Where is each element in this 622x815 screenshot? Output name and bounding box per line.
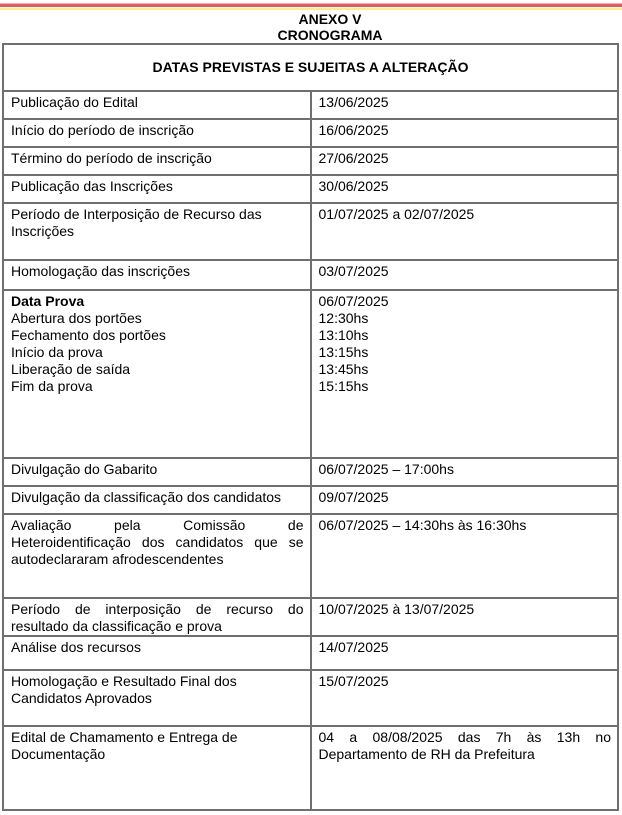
row-value: 16/06/2025 bbox=[311, 119, 619, 147]
table-row bbox=[3, 119, 618, 147]
row-value: 04 a 08/08/2025 das 7h às 13h no Departamento de RH da Prefeitura bbox=[311, 726, 619, 810]
table-row-exam-day bbox=[3, 290, 618, 458]
row-value bbox=[311, 290, 619, 458]
row-label: Início do período de inscrição bbox=[3, 119, 311, 147]
row-label: Período de interposição de recurso do resultado da classificação e prova bbox=[3, 598, 311, 636]
exam-sub-label: Liberação de saída bbox=[11, 361, 131, 377]
row-label: Análise dos recursos bbox=[3, 636, 311, 670]
header-rule-red bbox=[0, 4, 622, 7]
row-label: Homologação das inscrições bbox=[3, 260, 311, 290]
schedule-heading: CRONOGRAMA bbox=[277, 27, 383, 43]
exam-day-label: Data Prova bbox=[11, 293, 85, 309]
row-value: 06/07/2025 – 17:00hs bbox=[311, 458, 619, 486]
row-value: 01/07/2025 a 02/07/2025 bbox=[311, 203, 619, 260]
table-title: DATAS PREVISTAS E SUJEITAS A ALTERAÇÃO bbox=[3, 44, 618, 91]
row-label: Período de Interposição de Recurso das Inscrições bbox=[3, 203, 311, 260]
exam-sub-label: Fechamento dos portões bbox=[11, 327, 166, 343]
table-row bbox=[3, 514, 618, 598]
row-label: Publicação das Inscrições bbox=[3, 175, 311, 203]
exam-sub-value: 13:10hs bbox=[318, 327, 369, 343]
row-label: Divulgação da classificação dos candidatos bbox=[3, 486, 311, 514]
row-value: 13/06/2025 bbox=[311, 91, 619, 119]
row-value: 14/07/2025 bbox=[311, 636, 619, 670]
table-row bbox=[3, 147, 618, 175]
row-label: Homologação e Resultado Final dos Candidatos Aprovados bbox=[3, 670, 311, 726]
annex-heading: ANEXO V bbox=[298, 11, 362, 27]
exam-sub-label: Início da prova bbox=[11, 344, 103, 360]
exam-sub-value: 15:15hs bbox=[318, 378, 369, 394]
row-label: Edital de Chamamento e Entrega de Documentação bbox=[3, 726, 311, 810]
exam-sub-value: 13:15hs bbox=[318, 344, 369, 360]
exam-sub-label: Fim da prova bbox=[11, 378, 93, 394]
row-value: 30/06/2025 bbox=[311, 175, 619, 203]
row-label: Publicação do Edital bbox=[3, 91, 311, 119]
header-rule-yellow bbox=[0, 8, 622, 10]
row-value: 27/06/2025 bbox=[311, 147, 619, 175]
table-row bbox=[3, 636, 618, 670]
table-row bbox=[3, 175, 618, 203]
exam-sub-value: 13:45hs bbox=[318, 361, 369, 377]
table-row bbox=[3, 458, 618, 486]
row-value: 09/07/2025 bbox=[311, 486, 619, 514]
row-value: 10/07/2025 à 13/07/2025 bbox=[311, 598, 619, 636]
table-row bbox=[3, 91, 618, 119]
row-label: Divulgação do Gabarito bbox=[3, 458, 311, 486]
row-value: 06/07/2025 – 14:30hs às 16:30hs bbox=[311, 514, 619, 598]
table-row bbox=[3, 203, 618, 260]
exam-sub-label: Abertura dos portões bbox=[11, 310, 142, 326]
table-row bbox=[3, 670, 618, 726]
row-label: Avaliação pela Comissão de Heteroidentificação dos candidatos que se autodeclararam afrodescendentes bbox=[3, 514, 311, 598]
table-row bbox=[3, 260, 618, 290]
exam-day-value: 06/07/2025 bbox=[318, 293, 389, 309]
schedule-table bbox=[2, 43, 619, 811]
table-row bbox=[3, 726, 618, 810]
table-title-row bbox=[3, 44, 618, 91]
table-row bbox=[3, 598, 618, 636]
table-row bbox=[3, 486, 618, 514]
exam-sub-value: 12:30hs bbox=[318, 310, 369, 326]
row-label: Término do período de inscrição bbox=[3, 147, 311, 175]
row-label bbox=[3, 290, 311, 458]
row-value: 15/07/2025 bbox=[311, 670, 619, 726]
row-value: 03/07/2025 bbox=[311, 260, 619, 290]
